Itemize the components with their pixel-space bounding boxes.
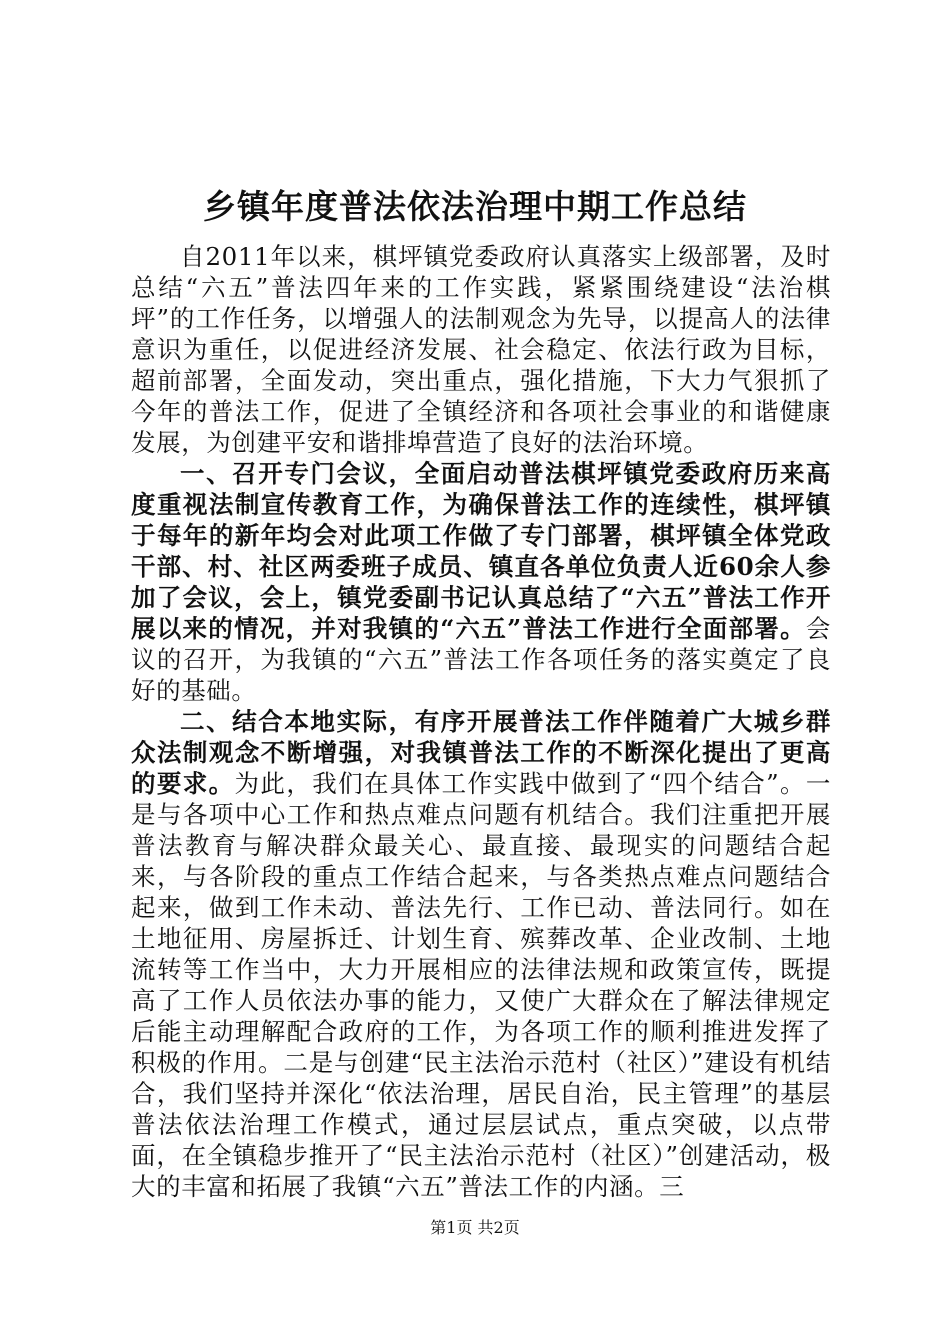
section-two-heading: 二、结合本地实际，有序开展普法工作伴随着广大城乡群众法制观念不断增强，对我镇普法工作的不断深化提出了更高的要求。 xyxy=(131,707,831,798)
document-title: 乡镇年度普法依法治理中期工作总结 xyxy=(203,187,747,226)
paragraph-section-one xyxy=(131,458,831,706)
paragraph-text: 为此，我们在具体工作实践中做到了“四个结合”。一是与各项中心工作和热点难点问题有机结合。我们注重把开展普法教育与解决群众最关心、最直接、最现实的问题结合起来，与各阶段的重点工作结合起来，与各类热点难点问题结合起来，做到工作未动、普法先行、工作已动、普法同行。如在土地征用、房屋拆迁、计划生育、殡葬改革、企业改制、土地流转等工作当中，大力开展相应的法律法规和政策宣传，既提高了工作人员依法办事的能力，又使广大群众在了解法律规定后能主动理解配合政府的工作，为各项工作的顺利推进发挥了积极的作用。二是与创建“民主法治示范村（社区）”建设有机结合，我们坚持并深化“依法治理，居民自治，民主管理”的基层普法依法治理工作模式，通过层层试点，重点突破，以点带面，在全镇稳步推开了“民主法治示范村（社区）”创建活动，极大的丰富和拓展了我镇“六五”普法工作的内涵。三 xyxy=(131,769,832,1201)
paragraph-text: 自2011年以来，棋坪镇党委政府认真落实上级部署，及时总结“六五”普法四年来的工作实践，紧紧围绕建设“法治棋坪”的工作任务，以增强人的法制观念为先导，以提高人的法律意识为重任，以促进经济发展、社会稳定、依法行政为目标，超前部署，全面发动，突出重点，强化措施，下大力气狠抓了今年的普法工作，促进了全镇经济和各项社会事业的和谐健康发展，为创建平安和谐排埠营造了良好的法治环境。 xyxy=(131,242,831,457)
section-one-heading: 一、召开专门会议，全面启动普法棋坪镇党委政府历来高度重视法制宣传教育工作，为确保普法工作的连续性，棋坪镇于每年的新年均会对此项工作做了专门部署，棋坪镇全体党政干部、村、社区两委班子成员、镇直各单位负责人近60余人参加了会议，会上，镇党委副书记认真总结了“六五”普法工作开展以来的情况，并对我镇的“六五”普法工作进行全面部署。 xyxy=(131,459,831,643)
page-number-footer: 第1页 共2页 xyxy=(430,1218,520,1237)
document-body xyxy=(131,241,831,1202)
paragraph-text: 会议的召开，为我镇的“六五”普法工作各项任务的落实奠定了良好的基础。 xyxy=(131,614,831,705)
paragraph-section-two xyxy=(131,706,831,1202)
paragraph-intro xyxy=(131,241,831,458)
